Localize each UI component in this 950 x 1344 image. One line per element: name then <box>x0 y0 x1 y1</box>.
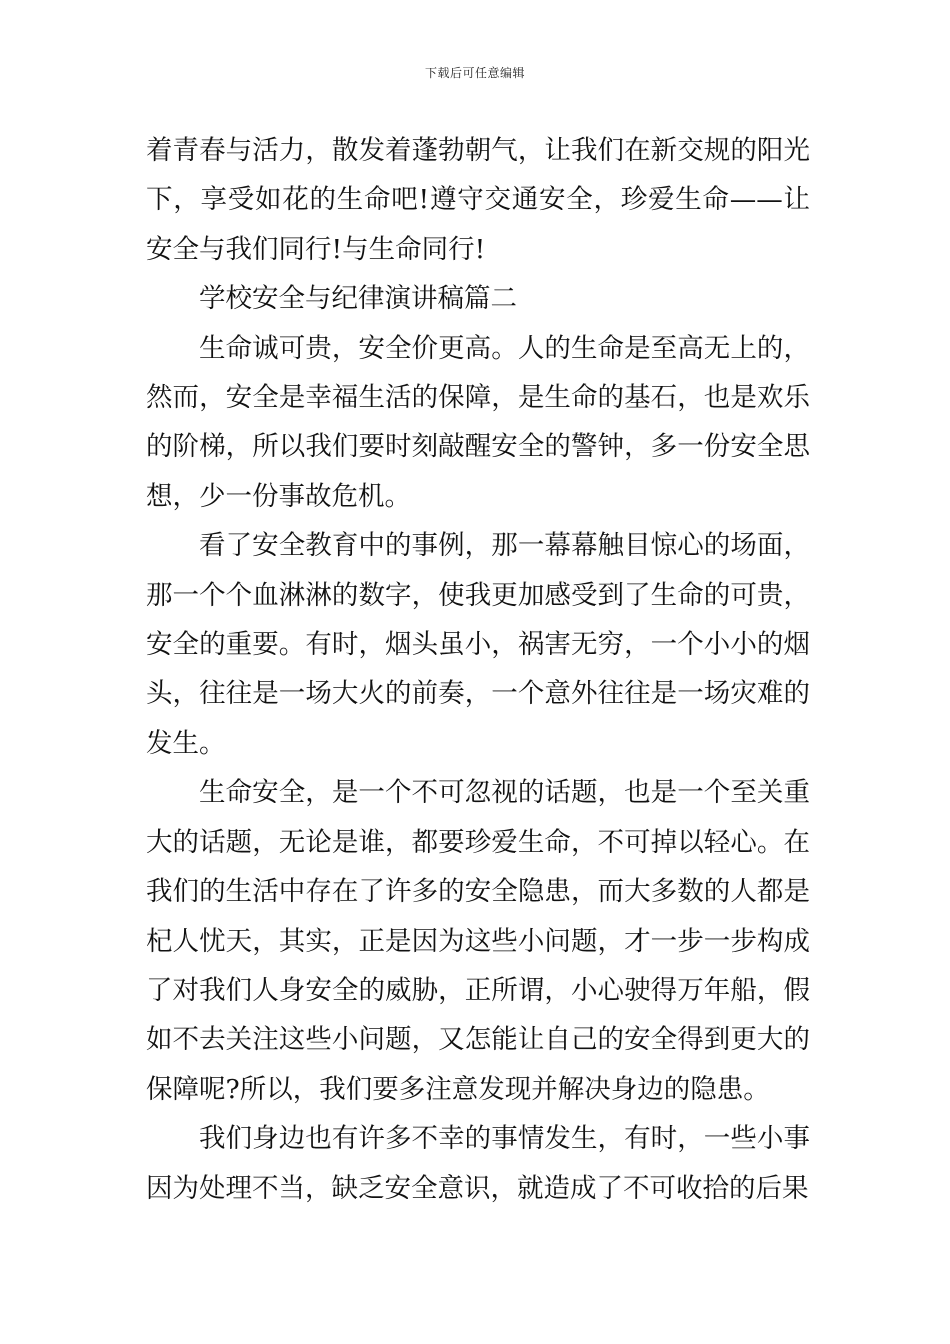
paragraph: 看了安全教育中的事例，那一幕幕触目惊心的场面，那一个个血淋淋的数字，使我更加感受到了生命的可贵，安全的重要。有时，烟头虽小，祸害无穷，一个小小的烟头，往往是一场大火的前奏，一个意外往往是一场灾难的发生。 <box>146 530 810 759</box>
paragraph-continuation: 着青春与活力，散发着蓬勃朝气，让我们在新交规的阳光下，享受如花的生命吧!遵守交通安全，珍爱生命——让安全与我们同行!与生命同行! <box>146 135 810 265</box>
paragraph: 我们身边也有许多不幸的事情发生，有时，一些小事因为处理不当，缺乏安全意识，就造成了不可收拾的后果 <box>146 1123 810 1204</box>
section-title: 学校安全与纪律演讲稿篇二 <box>199 283 517 315</box>
document-body <box>146 126 810 1213</box>
page-header: 下载后可任意编辑 <box>424 66 525 80</box>
paragraph: 生命安全，是一个不可忽视的话题，也是一个至关重大的话题，无论是谁，都要珍爱生命，不可掉以轻心。在我们的生活中存在了许多的安全隐患，而大多数的人都是杞人忧天，其实，正是因为这些小问题，才一步一步构成了对我们人身安全的威胁，正所谓，小心驶得万年船，假如不去关注这些小问题，又怎能让自己的安全得到更大的保障呢?所以，我们要多注意发现并解决身边的隐患。 <box>146 777 810 1105</box>
paragraph: 生命诚可贵，安全价更高。人的生命是至高无上的，然而，安全是幸福生活的保障，是生命的基石，也是欢乐的阶梯，所以我们要时刻敲醒安全的警钟，多一份安全思想，少一份事故危机。 <box>146 332 810 512</box>
